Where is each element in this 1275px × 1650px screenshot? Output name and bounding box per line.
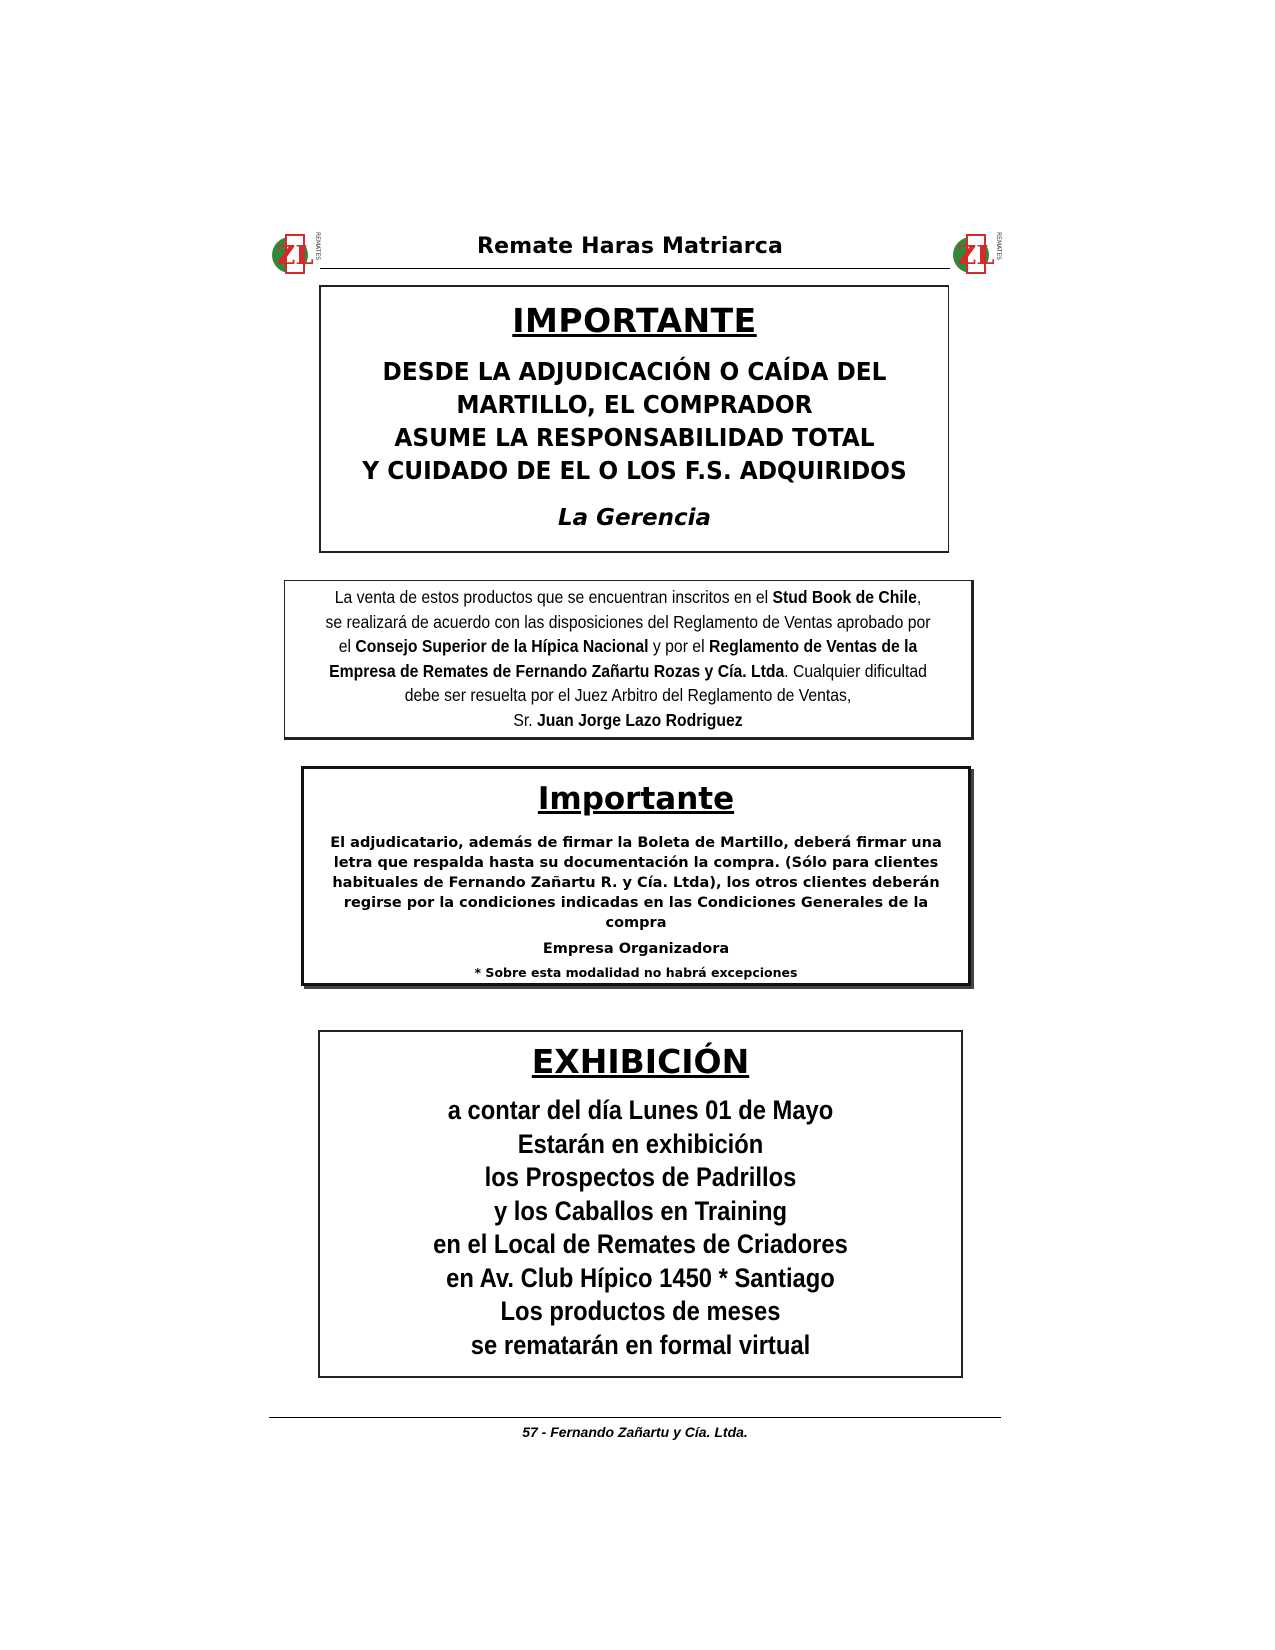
importante-notice-box xyxy=(319,285,949,553)
importante-line: ASUME LA RESPONSABILIDAD TOTAL xyxy=(394,423,875,452)
exhibicion-line: Estarán en exhibición xyxy=(517,1128,764,1159)
importante-lines xyxy=(343,355,926,487)
importante-terms-box xyxy=(301,766,971,986)
page-header-title: Remate Haras Matriarca xyxy=(476,234,784,259)
arbiter-name: Juan Jorge Lazo Rodriguez xyxy=(536,709,743,730)
regulation-text-part: La venta de estos productos que se encuentran inscritos en el xyxy=(334,587,773,607)
header-divider xyxy=(320,268,950,269)
regulation-text-part: Sr. xyxy=(513,709,537,730)
importante-line: MARTILLO, EL COMPRADOR xyxy=(456,390,813,419)
footer-divider xyxy=(269,1417,1001,1418)
regulation-text-part: y por el xyxy=(648,636,709,656)
exhibicion-lines xyxy=(358,1094,922,1362)
exhibicion-title: EXHIBICIÓN xyxy=(531,1042,750,1081)
logo-letters: ZL xyxy=(957,241,995,271)
regulation-text-part: . Cualquier dificultad debe ser resuelta por el Juez Arbitro del Reglamento de Ventas, xyxy=(404,660,927,705)
page-footer: 57 - Fernando Zañartu y Cía. Ltda. xyxy=(522,1424,748,1440)
regulation-text-bold: Stud Book de Chile xyxy=(772,587,917,607)
exhibicion-line: y los Caballos en Training xyxy=(493,1195,788,1226)
logo-letters: ZL xyxy=(276,241,314,271)
logo-side-text: REMATES xyxy=(314,232,321,261)
regulation-text-bold: Consejo Superior de la Hípica Nacional xyxy=(355,636,649,656)
logo-side-text: REMATES xyxy=(995,232,1002,261)
importante-line: Y CUIDADO DE EL O LOS F.S. ADQUIRIDOS xyxy=(362,456,907,485)
importante-terms-body: El adjudicatario, además de firmar la Boleta de Martillo, deberá firmar una letra que respalda hasta su documentación la compra. (Sólo para clientes habituales de Fernando Zañartu R. y Cía. Ltda), los otros clientes deberán regirse por la condiciones indicadas en las Condiciones Generales de la compra xyxy=(330,835,942,931)
exhibicion-line: en Av. Club Hípico 1450 * Santiago xyxy=(446,1262,835,1293)
regulation-text-part: , se realizará de acuerdo con las disposiciones del Reglamento de Ventas aprobado por el xyxy=(325,587,931,656)
organizer-label: Empresa Organizadora xyxy=(542,941,730,957)
exhibicion-line: se rematarán en formal virtual xyxy=(470,1329,811,1360)
exhibicion-line: Los productos de meses xyxy=(500,1296,781,1326)
exhibicion-line: en el Local de Remates de Criadores xyxy=(433,1229,848,1259)
regulation-notice-box xyxy=(284,580,974,740)
no-exceptions-note: * Sobre esta modalidad no habrá excepciones xyxy=(474,965,798,980)
exhibicion-box xyxy=(318,1030,963,1378)
regulation-text xyxy=(325,585,932,732)
exhibicion-line: los Prospectos de Padrillos xyxy=(484,1162,797,1192)
importante-signature: La Gerencia xyxy=(557,505,711,531)
importante-title: IMPORTANTE xyxy=(512,301,757,340)
importante-line: DESDE LA ADJUDICACIÓN O CAÍDA DEL xyxy=(382,357,887,386)
exhibicion-line: a contar del día Lunes 01 de Mayo xyxy=(447,1095,834,1125)
regulation-text-bold: Reglamento de Ventas de la Empresa de Remates de Fernando Zañartu Rozas y Cía. Ltda xyxy=(329,636,918,681)
importante-terms-title: Importante xyxy=(537,781,735,817)
